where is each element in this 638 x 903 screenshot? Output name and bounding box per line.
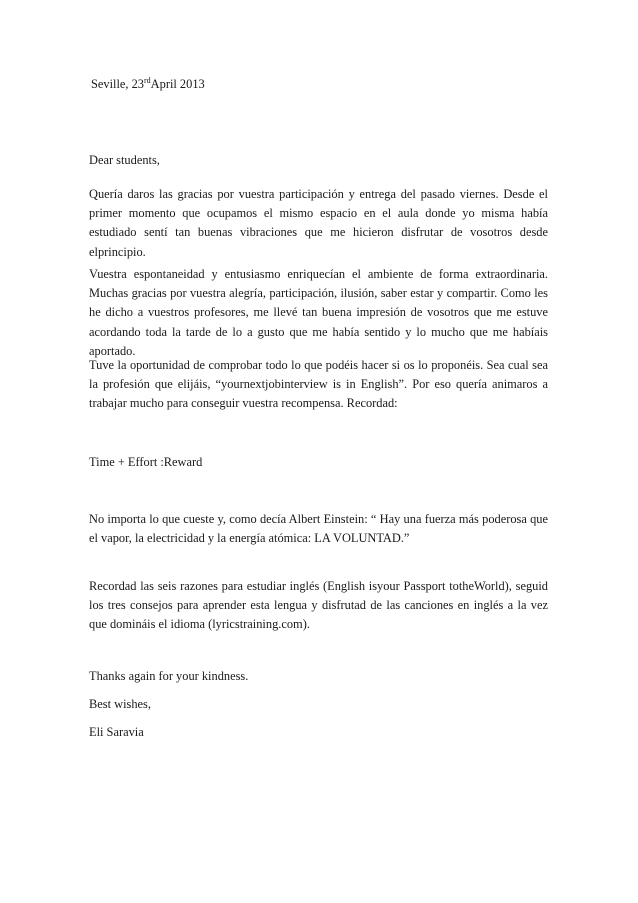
formula-time-effort-reward: Time + Effort :Reward <box>89 455 203 469</box>
paragraph-enthusiasm: Vuestra espontaneidad y entusiasmo enriquecían el ambiente de forma extraordinaria. Muchas gracias por vuestra alegría, participación, ilusión, saber estar y compartir. Como les he dicho a vuestros profesores, me llevé tan buena impresión de vosotros que me estuve acordando toda la tarde de lo a gusto que me había sentido y lo mucho que me habíais aportado. <box>89 267 548 358</box>
thanks-line: Thanks again for your kindness. <box>89 669 249 683</box>
date-ordinal-suffix: rd <box>144 76 151 85</box>
date-day: Seville, 23 <box>91 77 144 91</box>
date-month-year: April 2013 <box>150 77 205 91</box>
paragraph-thanks-participation: Quería daros las gracias por vuestra participación y entrega del pasado viernes. Desde el primer momento que ocupamos el mismo espacio en el aula donde yo misma había estudiado sentí tan buenas vibraciones que me hicieron disfrutar de vosotros desde elprincipio. <box>89 187 548 259</box>
letter-date <box>91 75 551 94</box>
paragraph-reasons-english: Recordad las seis razones para estudiar inglés (English isyour Passport totheWorld), seguid los tres consejos para aprender esta lengua y disfrutad de las canciones en inglés a la vez que domináis el idioma (lyricstraining.com). <box>89 579 548 632</box>
closing-best-wishes: Best wishes, <box>89 697 151 711</box>
paragraph-einstein-quote: No importa lo que cueste y, como decía Albert Einstein: “ Hay una fuerza más poderosa que el vapor, la electricidad y la energía atómica: LA VOLUNTAD.” <box>89 512 548 546</box>
paragraph-opportunity: Tuve la oportunidad de comprobar todo lo que podéis hacer si os lo proponéis. Sea cual sea la profesión que elijáis, “yournextjobinterview is in English”. Por eso quería animaros a trabajar mucho para conseguir vuestra recompensa. Recordad: <box>89 358 548 411</box>
salutation: Dear students, <box>89 153 160 167</box>
signature-name: Eli Saravia <box>89 725 144 739</box>
